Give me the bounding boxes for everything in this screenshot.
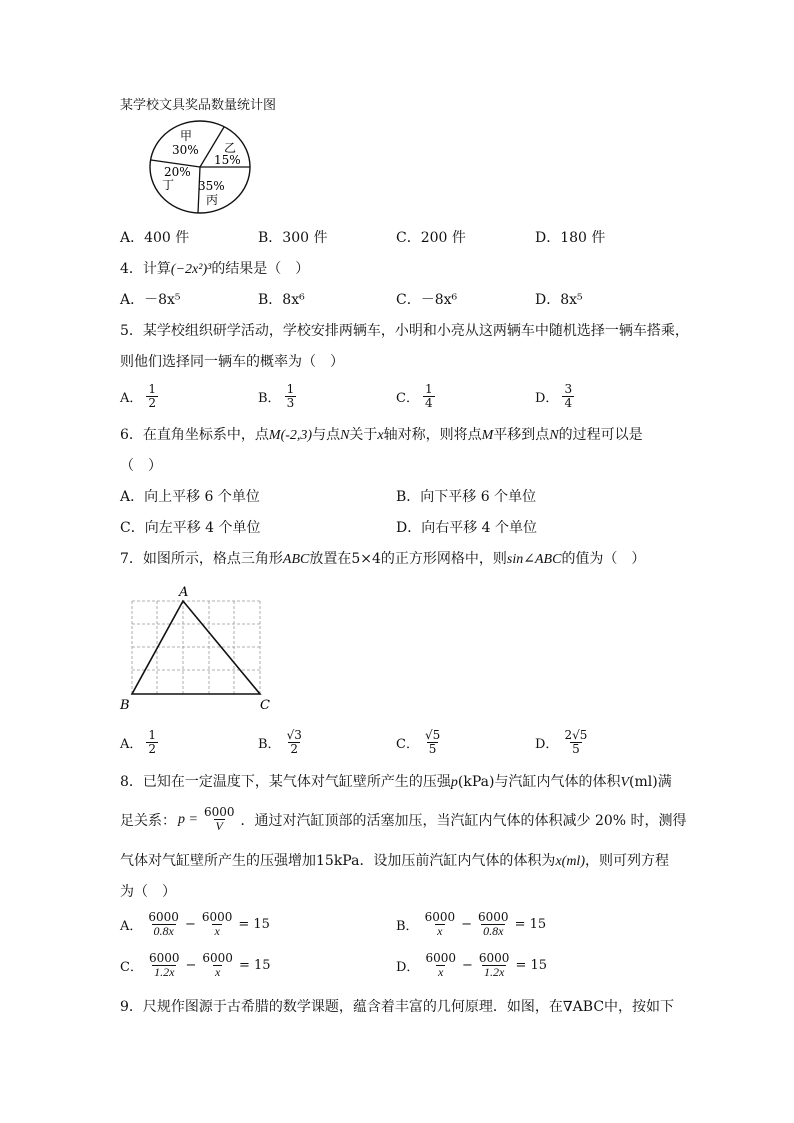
q8-stem-line2: 足关系： p = $\frac{6000}{V}$ ．通过对汽缸顶部的活塞加压，当汽缸内气体的体积减少 20% 时，测得 [120, 805, 687, 833]
slice-label-jia: 甲 [180, 129, 193, 143]
q3-option-c: C．200 件 [396, 230, 466, 246]
q5-option-b: B． $\frac{1}{3}$ [258, 382, 295, 410]
slice-label-bing: 丙 [206, 193, 219, 207]
q6-option-b: B．向下平移 6 个单位 [396, 489, 537, 505]
q4-stem-expr: (−2x²)³ [170, 262, 212, 277]
q5-option-a: A． $\frac{1}{2}$ [120, 382, 157, 410]
q8-stem-line3: 气体对气缸壁所产生的压强增加15kPa．设加压前汽缸内气体的体积为x(ml)，则可列方程 [120, 853, 669, 869]
q6-option-a: A．向上平移 6 个单位 [120, 489, 260, 505]
slice-pct-bing: 35% [198, 179, 225, 193]
q7-grid-figure [118, 580, 278, 714]
q6-stem-line2: （ ） [120, 458, 162, 474]
vertex-label-c: C [260, 698, 270, 713]
q8-option-a: A． $\frac{6000}{0.8x}$ − $\frac{6000}{x}$ = 15 [120, 910, 270, 938]
q7-option-c: C． $\frac{√5}{5}$ [396, 728, 441, 756]
q3-option-d: D．180 件 [535, 230, 606, 246]
q8-option-c: C． $\frac{6000}{1.2x}$ − $\frac{6000}{x}$ = 15 [120, 951, 271, 979]
q4-stem-pre: 4．计算 [120, 261, 171, 277]
q8-stem-line1: 8．已知在一定温度下，某气体对气缸壁所产生的压强p(kPa)与汽缸内气体的体积V(ml)满 [120, 774, 672, 790]
q5-stem-line1: 5．某学校组织研学活动，学校安排两辆车，小明和小亮从这两辆车中随机选择一辆车搭乘， [120, 323, 689, 339]
q8-option-b: B． $\frac{6000}{x}$ − $\frac{6000}{0.8x}$ = 15 [396, 910, 547, 938]
q4-option-d: D．8x⁵ [535, 292, 583, 308]
q7-option-b: B． $\frac{√3}{2}$ [258, 728, 302, 756]
vertex-label-a: A [179, 585, 189, 600]
q5-option-c: C． $\frac{1}{4}$ [396, 382, 433, 410]
vertex-label-b: B [120, 698, 130, 713]
q8-option-d: D． $\frac{6000}{x}$ − $\frac{6000}{1.2x}$ = 15 [396, 951, 548, 979]
slice-pct-yi: 15% [214, 153, 241, 167]
q5-option-d: D． $\frac{3}{4}$ [535, 382, 573, 410]
q5-stem-line2: 则他们选择同一辆车的概率为（ ） [120, 354, 344, 370]
slice-label-ding: 丁 [162, 178, 175, 192]
slice-pct-jia: 30% [172, 143, 199, 157]
slice-label-yi: 乙 [224, 141, 237, 155]
q4-stem [120, 259, 309, 280]
q9-stem-line1: 9．尺规作图源于古希腊的数学课题，蕴含着丰富的几何原理．如图，在∇ABC中，按如下 [120, 999, 675, 1015]
q4-stem-post: 的结果是（ ） [211, 261, 310, 277]
pie-chart-title: 某学校文具奖品数量统计图 [120, 98, 277, 113]
q4-option-c: C．－8x⁶ [396, 292, 458, 308]
q4-option-b: B．8x⁶ [258, 292, 305, 308]
pie-chart [146, 118, 256, 218]
q8-stem-line4: 为（ ） [120, 884, 176, 900]
q7-option-d: D． $\frac{2√5}{5}$ [535, 728, 588, 756]
q6-option-c: C．向左平移 4 个单位 [120, 520, 261, 536]
q7-stem: 7．如图所示，格点三角形ABC放置在5×4的正方形网格中，则sin∠ABC的值为（ ） [120, 551, 646, 567]
q3-option-a: A．400 件 [120, 230, 190, 246]
q6-option-d: D．向右平移 4 个单位 [396, 520, 538, 536]
slice-pct-ding: 20% [164, 165, 191, 179]
q7-option-a: A． $\frac{1}{2}$ [120, 728, 157, 756]
q6-stem-line1: 6．在直角坐标系中，点M(-2,3)与点N关于x轴对称，则将点M平移到点N的过程可以是 [120, 427, 643, 443]
q4-option-a: A．－8x⁵ [120, 292, 181, 308]
q3-option-b: B．300 件 [258, 230, 328, 246]
